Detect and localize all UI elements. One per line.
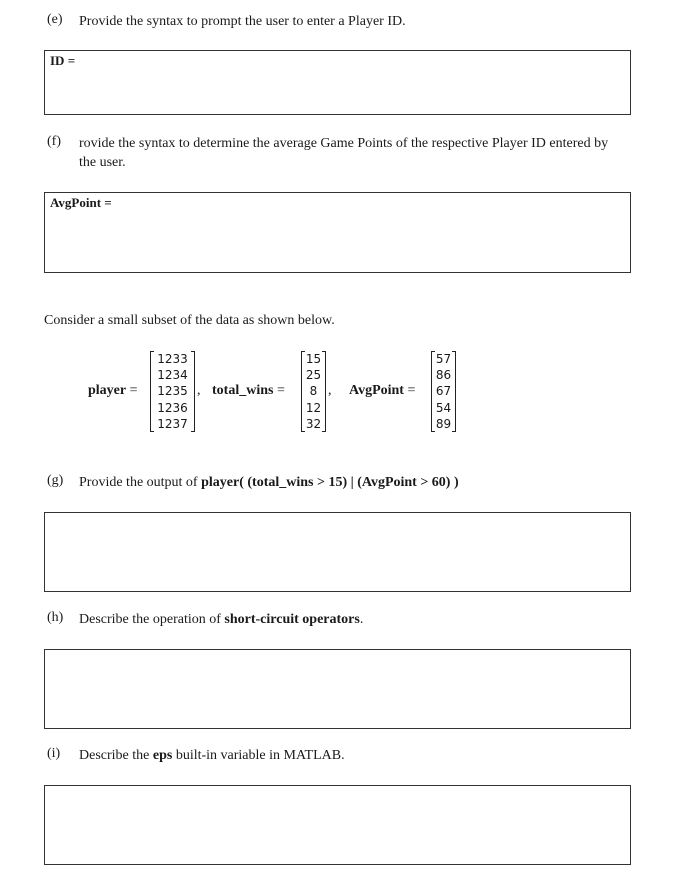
player-value: 1236: [157, 400, 188, 415]
answer-box-g[interactable]: [44, 512, 631, 592]
player-matrix-label: player =: [88, 383, 138, 398]
answer-box-f-label: AvgPoint =: [50, 195, 112, 210]
player-value: 1237: [157, 416, 188, 431]
avgpoint-value: 89: [435, 416, 452, 431]
player-value: 1234: [157, 368, 188, 383]
question-g-text: Provide the output of player( (total_wins > 15) | (AvgPoint > 60) ): [79, 475, 459, 490]
question-e-text: Provide the syntax to prompt the user to enter a Player ID.: [79, 14, 406, 29]
question-f-text: rovide the syntax to determine the average Game Points of the respective Player ID entered by the user.: [79, 136, 609, 170]
data-intro-text: Consider a small subset of the data as shown below.: [44, 313, 335, 328]
total-wins-matrix: [301, 351, 326, 432]
answer-box-e[interactable]: [44, 50, 631, 115]
total-wins-value: 12: [305, 400, 322, 415]
avgpoint-value: 67: [435, 384, 452, 399]
avgpoint-matrix-label: AvgPoint =: [349, 383, 416, 398]
separator-comma: ,: [197, 383, 201, 398]
answer-box-h[interactable]: [44, 649, 631, 729]
total-wins-value: 25: [305, 368, 322, 383]
avgpoint-value: 57: [435, 352, 452, 366]
question-f-label: (f): [47, 134, 61, 149]
player-matrix: [150, 351, 195, 432]
question-g-label: (g): [47, 473, 64, 488]
total-wins-value: 32: [305, 416, 322, 431]
question-h-label: (h): [47, 610, 64, 625]
question-h-text: Describe the operation of short-circuit operators.: [79, 612, 364, 627]
separator-comma: ,: [328, 383, 332, 398]
avgpoint-value: 86: [435, 368, 452, 383]
avgpoint-value: 54: [435, 400, 452, 415]
total-wins-value: 8: [309, 384, 318, 399]
player-value: 1235: [157, 384, 188, 399]
avgpoint-matrix: [431, 351, 456, 432]
answer-box-f[interactable]: [44, 192, 631, 273]
question-i-text: Describe the eps built-in variable in MATLAB.: [79, 748, 345, 763]
question-e-label: (e): [47, 12, 63, 27]
player-value: 1233: [157, 352, 188, 366]
question-i-label: (i): [47, 746, 61, 761]
answer-box-i[interactable]: [44, 785, 631, 865]
answer-box-e-label: ID =: [50, 53, 76, 68]
total-wins-matrix-label: total_wins =: [212, 383, 285, 398]
total-wins-value: 15: [305, 352, 322, 366]
